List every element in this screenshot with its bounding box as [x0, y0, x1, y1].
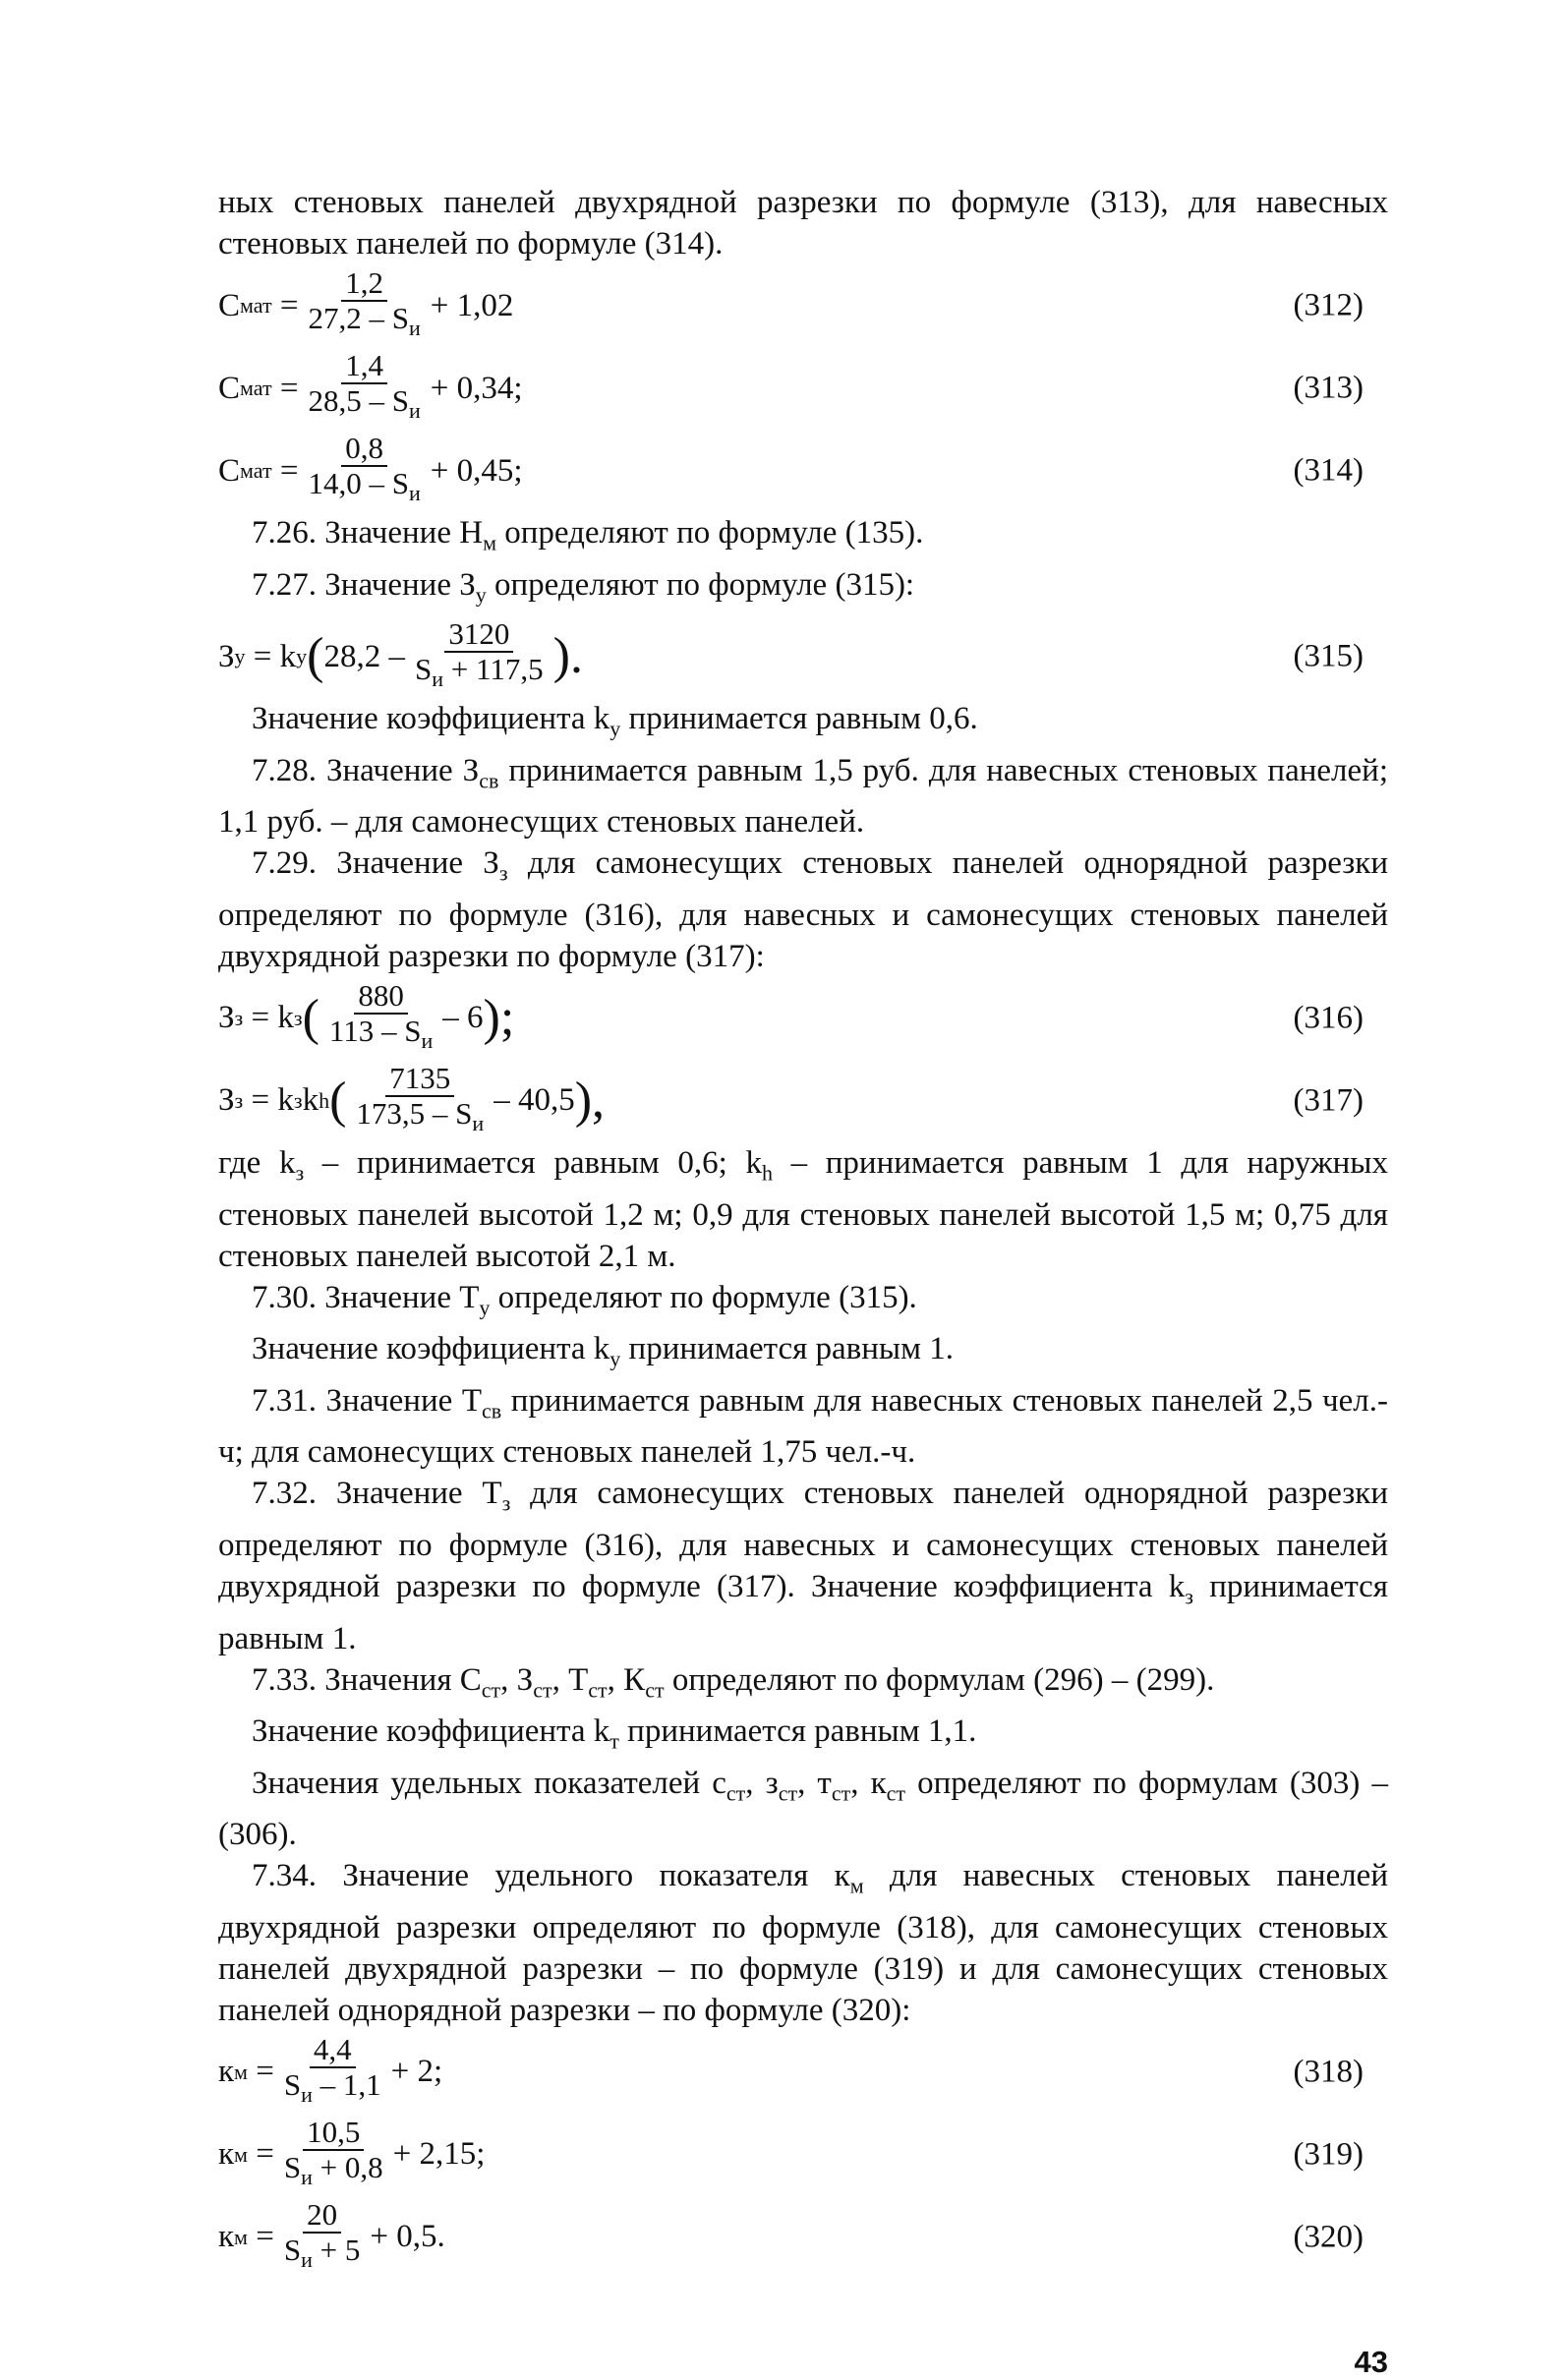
formula-319: к м = $\frac{10,5}{S_и + 0,8}$ + 2,15; (319) — [218, 2114, 1364, 2189]
formula-312: С мат = $\frac{1,2}{27,2 - S_и}$ + 1,02 (312) — [218, 264, 1364, 341]
clause-7-31: 7.31. Значение $Т_{св}$ принимается равным для навесных стеновых панелей 2,5 чел.-ч; для самонесущих стеновых панелей 1,75 чел.-ч. — [218, 1382, 1388, 1471]
paragraph-intro: ных стеновых панелей двухрядной разрезки по формуле (313), для навесных стеновых панелей по формуле (314). — [218, 185, 1388, 261]
coefficient-ky-note-2: Значение коэффициента $k_у$ принимается равным 1. — [252, 1331, 954, 1371]
formula-number: (315) — [1293, 638, 1364, 674]
page-number: 43 — [1354, 2345, 1388, 2379]
formula-313: С мат = $\frac{1,4}{28,5 - S_и}$ + 0,34; (313) — [218, 347, 1364, 424]
formula-number: (320) — [1293, 2219, 1364, 2255]
formula-number: (316) — [1293, 1000, 1364, 1036]
formula-316: З з = k з ( $\frac{880}{113 - S_и}$ – 6 ); (316) — [218, 977, 1364, 1054]
clause-7-32: 7.32. Значение $Т_з$ для самонесущих стеновых панелей однорядной разрезки определяют по формуле (316), для навесных и самонесущих стеновых панелей двухрядной разрезки по формуле (317). Значение коэффициента $k_з$ принимается равным 1. — [218, 1476, 1388, 1656]
formula-number: (318) — [1293, 2054, 1364, 2090]
formula-number: (312) — [1293, 287, 1364, 323]
page-content — [218, 182, 1388, 2379]
specific-indicators-note: Значения удельных показателей $с_{ст}$, $з_{ст}$, $т_{ст}$, $к_{ст}$ определяют по формулам (303) – (306). — [218, 1765, 1388, 1853]
formula-number: (319) — [1293, 2136, 1364, 2173]
clause-7-33: 7.33. Значения $С_{ст}$, $З_{ст}$, $Т_{ст}$, $К_{ст}$ определяют по формулам (296) – (299). — [252, 1661, 1215, 1703]
formula-number: (313) — [1293, 370, 1364, 406]
formula-number: (317) — [1293, 1082, 1364, 1119]
clause-7-30: 7.30. Значение $Т_у$ определяют по формуле (315). — [252, 1279, 917, 1320]
formula-320: к м = $\frac{20}{S_и + 5}$ + 0,5. (320) — [218, 2196, 1364, 2272]
clause-7-26: 7.26. Значение $Н_м$ определяют по формуле (135). — [252, 515, 924, 555]
clause-7-29: 7.29. Значение $З_з$ для самонесущих стеновых панелей однорядной разрезки определяют по формуле (316), для навесных и самонесущих стеновых панелей двухрядной разрезки по формуле (317): — [218, 845, 1388, 974]
where-clause: где $k_з$ – принимается равным 0,6; $k_h$ – принимается равным 1 для наружных стеновых панелей высотой 1,2 м; 0,9 для стеновых панелей высотой 1,5 м; 0,75 для стеновых панелей высотой 2,1 м. — [218, 1144, 1388, 1274]
formula-314: С мат = $\frac{0,8}{14,0 - S_и}$ + 0,45; (314) — [218, 430, 1364, 506]
clause-7-34: 7.34. Значение удельного показателя $к_м$ для навесных стеновых панелей двухрядной разрезки определяют по формуле (318), для самонесущих стеновых панелей двухрядной разрезки – по формуле (319) и для самонесущих стеновых панелей однорядной разрезки – по формуле (320): — [218, 1858, 1388, 2028]
clause-7-27: 7.27. Значение $З_у$ определяют по формуле (315): — [252, 566, 915, 608]
formula-317: З з = k з k h ( $\frac{7135}{173,5 - S_и}$ – 40,5 ), (317) — [218, 1060, 1364, 1136]
clause-7-28: 7.28. Значение $З_{св}$ принимается равным 1,5 руб. для навесных стеновых панелей; 1,1 руб. – для самонесущих стеновых панелей. — [218, 752, 1388, 841]
formula-315: З у = k у ( 28,2 – $\frac{3120}{S_и + 117,5}$ ). (315) — [218, 616, 1364, 692]
coefficient-kt-note: Значение коэффициента $k_т$ принимается равным 1,1. — [252, 1713, 977, 1754]
formula-number: (314) — [1293, 452, 1364, 489]
formula-318: к м = $\frac{4,4}{S_и - 1,1}$ + 2; (318) — [218, 2031, 1364, 2107]
coefficient-ky-note: Значение коэффициента $k_у$ принимается равным 0,6. — [252, 701, 978, 741]
